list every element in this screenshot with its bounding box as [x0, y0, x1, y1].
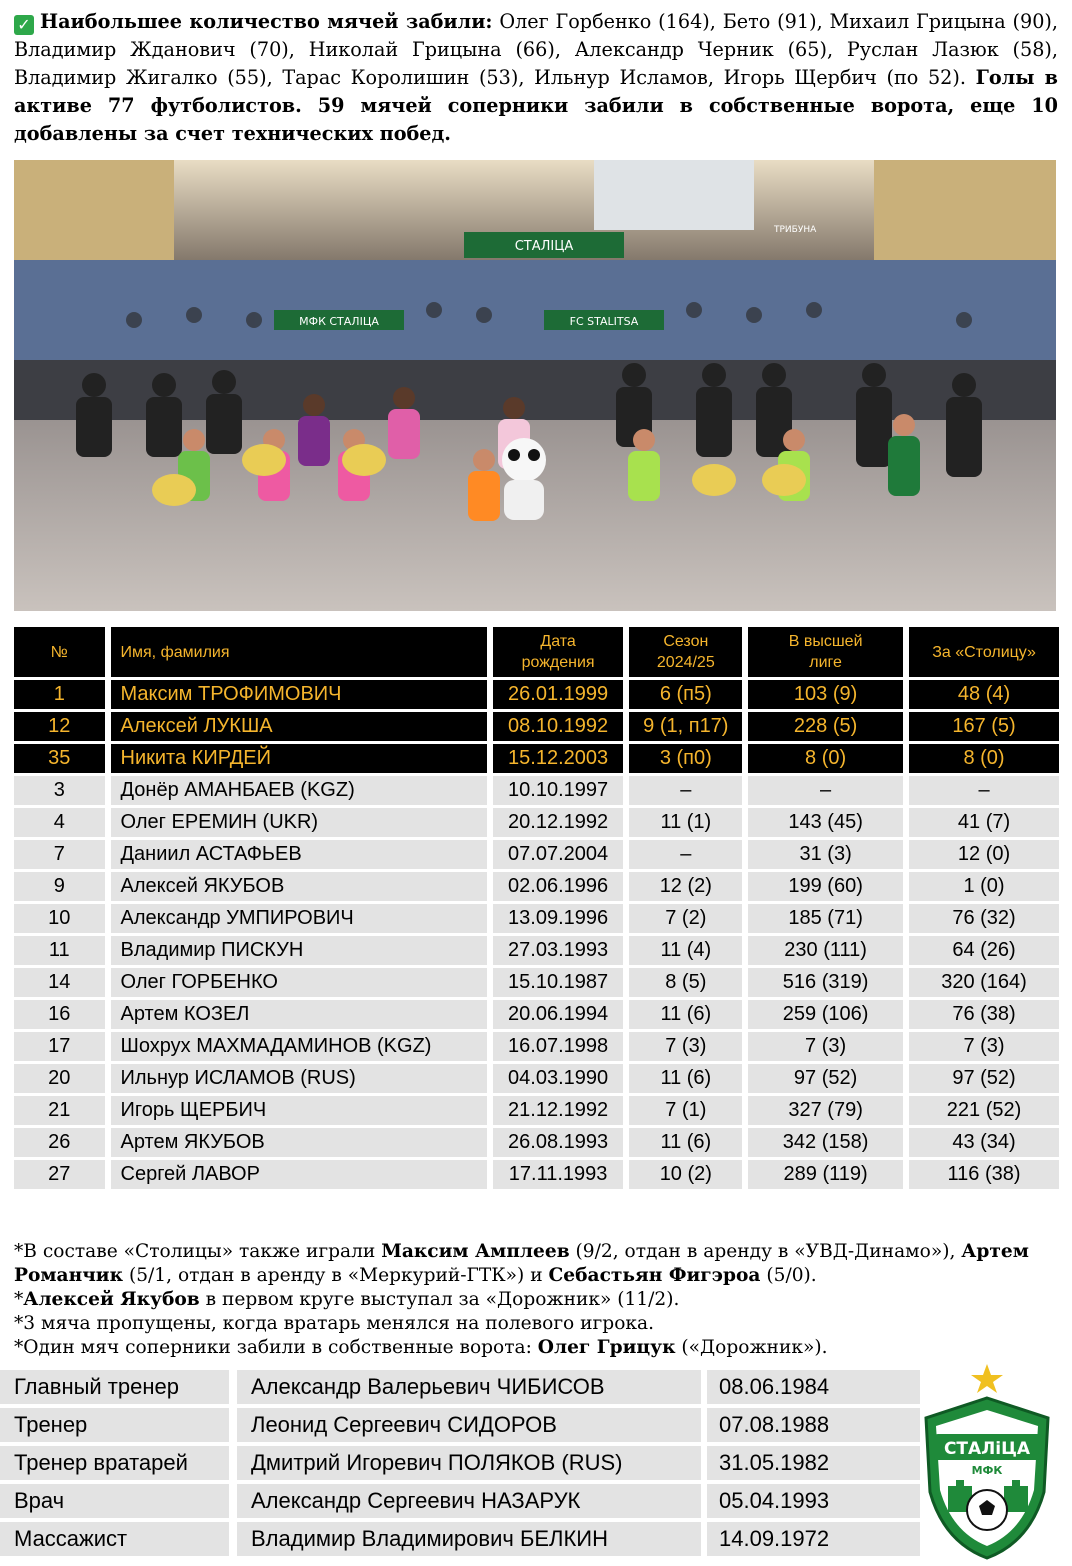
player-season-stats: 11 (6)	[623, 1128, 742, 1157]
player-club-stats: 116 (38)	[903, 1160, 1059, 1189]
roster-row	[14, 1000, 1059, 1029]
player-season-stats: 6 (п5)	[623, 680, 742, 709]
staff-dob: 05.04.1993	[707, 1484, 920, 1518]
player-club-stats: 320 (164)	[903, 968, 1059, 997]
photo-banner-mfk: МФК СТАЛІЦА	[299, 315, 379, 328]
player-league-stats: 8 (0)	[742, 744, 903, 773]
player-league-stats: 97 (52)	[742, 1064, 903, 1093]
player-season-stats: 7 (1)	[623, 1096, 742, 1125]
staff-name: Владимир Владимирович БЕЛКИН	[237, 1522, 701, 1556]
staff-table	[0, 1370, 920, 1560]
checkmark-icon: ✓	[14, 15, 34, 35]
roster-row	[14, 776, 1059, 805]
intro-paragraph	[14, 8, 1058, 148]
roster-row	[14, 1064, 1059, 1093]
player-season-stats: 7 (2)	[623, 904, 742, 933]
staff-dob: 08.06.1984	[707, 1370, 920, 1404]
player-league-stats: 143 (45)	[742, 808, 903, 837]
player-season-stats: 11 (1)	[623, 808, 742, 837]
staff-name: Александр Сергеевич НАЗАРУК	[237, 1484, 701, 1518]
player-dob: 13.09.1996	[487, 904, 624, 933]
player-name: Максим ТРОФИМОВИЧ	[105, 680, 487, 709]
photo-tribune-label: ТРИБУНА	[774, 225, 817, 235]
staff-role: Тренер вратарей	[0, 1446, 229, 1480]
player-dob: 02.06.1996	[487, 872, 624, 901]
player-club-stats: 12 (0)	[903, 840, 1059, 869]
player-name: Владимир ПИСКУН	[105, 936, 487, 965]
footnote-yakubov: *Алексей Якубов в первом круге выступал за «Дорожник» (11/2).	[14, 1289, 680, 1310]
player-dob: 10.10.1997	[487, 776, 624, 805]
player-season-stats: –	[623, 840, 742, 869]
player-number: 14	[14, 968, 105, 997]
player-season-stats: 11 (6)	[623, 1064, 742, 1093]
player-club-stats: 43 (34)	[903, 1128, 1059, 1157]
roster-row	[14, 1128, 1059, 1157]
staff-role: Главный тренер	[0, 1370, 229, 1404]
player-club-stats: –	[903, 776, 1059, 805]
player-club-stats: 41 (7)	[903, 808, 1059, 837]
player-dob: 07.07.2004	[487, 840, 624, 869]
footnote-loaned-players: *В составе «Столицы» также играли Максим Амплеев (9/2, отдан в аренду в «УВД-Динамо»), Артем Романчик (5/1, отдан в аренду в «Меркурий-ГТК») и Себастьян Фигэроа (5/0).	[14, 1241, 1029, 1286]
player-name: Сергей ЛАВОР	[105, 1160, 487, 1189]
player-number: 16	[14, 1000, 105, 1029]
player-club-stats: 167 (5)	[903, 712, 1059, 741]
player-club-stats: 76 (38)	[903, 1000, 1059, 1029]
player-name: Олег ЕРЕМИН (UKR)	[105, 808, 487, 837]
player-dob: 20.06.1994	[487, 1000, 624, 1029]
club-logo	[920, 1362, 1055, 1562]
staff-row	[0, 1408, 920, 1446]
player-dob: 27.03.1993	[487, 936, 624, 965]
player-league-stats: 327 (79)	[742, 1096, 903, 1125]
roster-row	[14, 936, 1059, 965]
staff-row	[0, 1522, 920, 1560]
header-name: Имя, фамилия	[105, 627, 487, 677]
staff-role: Тренер	[0, 1408, 229, 1442]
roster-row	[14, 744, 1059, 773]
player-league-stats: 103 (9)	[742, 680, 903, 709]
player-name: Артем ЯКУБОВ	[105, 1128, 487, 1157]
roster-row	[14, 872, 1059, 901]
player-name: Алексей ЯКУБОВ	[105, 872, 487, 901]
header-number: №	[14, 627, 105, 677]
photo-banner-stalitsa: СТАЛІЦА	[514, 239, 574, 254]
player-dob: 26.01.1999	[487, 680, 624, 709]
player-season-stats: –	[623, 776, 742, 805]
player-name: Артем КОЗЕЛ	[105, 1000, 487, 1029]
player-season-stats: 11 (4)	[623, 936, 742, 965]
player-dob: 15.10.1987	[487, 968, 624, 997]
player-number: 21	[14, 1096, 105, 1125]
player-dob: 04.03.1990	[487, 1064, 624, 1093]
footnote-empty-net: *3 мяча пропущены, когда вратарь менялся на полевого игрока.	[14, 1313, 655, 1334]
header-dob: Дата рождения	[487, 627, 624, 677]
player-club-stats: 48 (4)	[903, 680, 1059, 709]
player-club-stats: 8 (0)	[903, 744, 1059, 773]
staff-role: Массажист	[0, 1522, 229, 1556]
player-league-stats: 31 (3)	[742, 840, 903, 869]
roster-row	[14, 680, 1059, 709]
roster-header-row	[14, 627, 1059, 677]
player-name: Игорь ЩЕРБИЧ	[105, 1096, 487, 1125]
roster-row	[14, 1160, 1059, 1189]
player-league-stats: 289 (119)	[742, 1160, 903, 1189]
player-name: Ильнур ИСЛАМОВ (RUS)	[105, 1064, 487, 1093]
player-club-stats: 221 (52)	[903, 1096, 1059, 1125]
staff-row	[0, 1370, 920, 1408]
player-dob: 15.12.2003	[487, 744, 624, 773]
player-dob: 16.07.1998	[487, 1032, 624, 1061]
player-number: 20	[14, 1064, 105, 1093]
player-number: 1	[14, 680, 105, 709]
footnote-own-goal: *Один мяч соперники забили в собственные ворота: Олег Грицук («Дорожник»).	[14, 1337, 828, 1358]
player-club-stats: 1 (0)	[903, 872, 1059, 901]
player-club-stats: 64 (26)	[903, 936, 1059, 965]
player-number: 26	[14, 1128, 105, 1157]
logo-star-icon	[971, 1364, 1003, 1393]
player-name: Александр УМПИРОВИЧ	[105, 904, 487, 933]
header-top-league: В высшей лиге	[742, 627, 903, 677]
player-number: 27	[14, 1160, 105, 1189]
staff-dob: 07.08.1988	[707, 1408, 920, 1442]
player-name: Олег ГОРБЕНКО	[105, 968, 487, 997]
player-number: 35	[14, 744, 105, 773]
player-season-stats: 9 (1, п17)	[623, 712, 742, 741]
footnotes	[14, 1240, 1058, 1360]
team-photo	[14, 160, 1056, 611]
photo-banner-fc: FC STALITSA	[569, 315, 639, 328]
player-league-stats: 185 (71)	[742, 904, 903, 933]
player-name: Даниил АСТАФЬЕВ	[105, 840, 487, 869]
player-league-stats: 230 (111)	[742, 936, 903, 965]
intro-summary: Голы в активе 77 футболистов. 59 мячей соперники забили в собственные ворота, еще 10 добавлены за счет технических побед.	[14, 66, 1058, 145]
intro-scorers: Олег Горбенко (164), Бето (91), Михаил Грицына (90), Владимир Жданович (70), Николай Грицына (66), Александр Черник (65), Руслан Лазюк (58), Владимир Жигалко (55), Тарас Королишин (53), Ильнур Исламов, Игорь Щербич (по 52).	[14, 10, 1058, 89]
player-league-stats: 516 (319)	[742, 968, 903, 997]
player-league-stats: 199 (60)	[742, 872, 903, 901]
roster-row	[14, 1032, 1059, 1061]
player-season-stats: 11 (6)	[623, 1000, 742, 1029]
header-season: Сезон 2024/25	[623, 627, 742, 677]
player-number: 11	[14, 936, 105, 965]
player-dob: 08.10.1992	[487, 712, 624, 741]
player-season-stats: 7 (3)	[623, 1032, 742, 1061]
roster-row	[14, 808, 1059, 837]
staff-name: Леонид Сергеевич СИДОРОВ	[237, 1408, 701, 1442]
player-season-stats: 3 (п0)	[623, 744, 742, 773]
roster-table	[14, 624, 1059, 1192]
roster-row	[14, 904, 1059, 933]
staff-row	[0, 1484, 920, 1522]
player-dob: 20.12.1992	[487, 808, 624, 837]
player-season-stats: 8 (5)	[623, 968, 742, 997]
staff-row	[0, 1446, 920, 1484]
logo-monogram: МФК	[971, 1464, 1003, 1477]
player-league-stats: 342 (158)	[742, 1128, 903, 1157]
intro-heading: Наибольшее количество мячей забили:	[40, 10, 493, 33]
staff-role: Врач	[0, 1484, 229, 1518]
player-season-stats: 10 (2)	[623, 1160, 742, 1189]
player-dob: 26.08.1993	[487, 1128, 624, 1157]
roster-row	[14, 968, 1059, 997]
player-number: 9	[14, 872, 105, 901]
player-name: Алексей ЛУКША	[105, 712, 487, 741]
player-league-stats: 259 (106)	[742, 1000, 903, 1029]
roster-row	[14, 840, 1059, 869]
roster-row	[14, 1096, 1059, 1125]
staff-name: Дмитрий Игоревич ПОЛЯКОВ (RUS)	[237, 1446, 701, 1480]
roster-row	[14, 712, 1059, 741]
player-club-stats: 76 (32)	[903, 904, 1059, 933]
player-season-stats: 12 (2)	[623, 872, 742, 901]
player-number: 4	[14, 808, 105, 837]
player-number: 12	[14, 712, 105, 741]
player-league-stats: 228 (5)	[742, 712, 903, 741]
staff-dob: 31.05.1982	[707, 1446, 920, 1480]
player-league-stats: –	[742, 776, 903, 805]
player-number: 17	[14, 1032, 105, 1061]
staff-dob: 14.09.1972	[707, 1522, 920, 1556]
player-number: 7	[14, 840, 105, 869]
staff-name: Александр Валерьевич ЧИБИСОВ	[237, 1370, 701, 1404]
player-name: Донёр АМАНБАЕВ (KGZ)	[105, 776, 487, 805]
player-club-stats: 7 (3)	[903, 1032, 1059, 1061]
player-club-stats: 97 (52)	[903, 1064, 1059, 1093]
player-name: Никита КИРДЕЙ	[105, 744, 487, 773]
player-dob: 21.12.1992	[487, 1096, 624, 1125]
player-number: 10	[14, 904, 105, 933]
player-number: 3	[14, 776, 105, 805]
player-league-stats: 7 (3)	[742, 1032, 903, 1061]
player-dob: 17.11.1993	[487, 1160, 624, 1189]
player-name: Шохрух МАХМАДАМИНОВ (KGZ)	[105, 1032, 487, 1061]
logo-wordmark: СТАЛіЦА	[943, 1439, 1031, 1459]
header-for-club: За «Столицу»	[903, 627, 1059, 677]
